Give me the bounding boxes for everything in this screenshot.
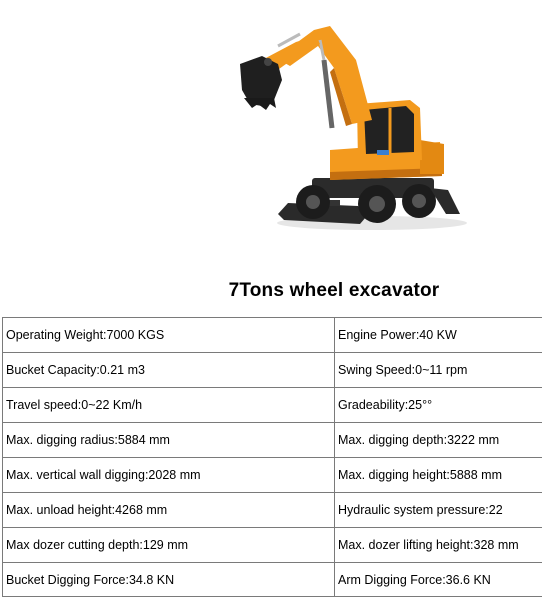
table-row bbox=[3, 458, 542, 493]
spec-table bbox=[2, 317, 542, 597]
spec-cell: Max dozer cutting depth:129 mm bbox=[3, 528, 335, 563]
spec-cell: Max. digging depth:3222 mm bbox=[335, 423, 542, 458]
spec-cell: Max. dozer lifting height:328 mm bbox=[335, 528, 542, 563]
spec-cell: Travel speed:0~22 Km/h bbox=[3, 388, 335, 423]
spec-cell: Engine Power:40 KW bbox=[335, 318, 542, 353]
spec-cell: Max. digging radius:5884 mm bbox=[3, 423, 335, 458]
table-row bbox=[3, 528, 542, 563]
spec-cell: Bucket Capacity:0.21 m3 bbox=[3, 353, 335, 388]
spec-cell: Operating Weight:7000 KGS bbox=[3, 318, 335, 353]
table-row bbox=[3, 388, 542, 423]
spec-cell: Bucket Digging Force:34.8 KN bbox=[3, 563, 335, 597]
product-title: 7Tons wheel excavator bbox=[228, 280, 440, 301]
spec-cell: Max. vertical wall digging:2028 mm bbox=[3, 458, 335, 493]
table-row bbox=[3, 318, 542, 353]
table-row bbox=[3, 353, 542, 388]
spec-cell: Swing Speed:0~11 rpm bbox=[335, 353, 542, 388]
table-row bbox=[3, 493, 542, 528]
spec-cell: Gradeability:25°° bbox=[335, 388, 542, 423]
table-row bbox=[3, 423, 542, 458]
table-row bbox=[3, 563, 542, 597]
excavator-illustration bbox=[0, 0, 542, 262]
product-photo bbox=[0, 0, 542, 262]
spec-cell: Arm Digging Force:36.6 KN bbox=[335, 563, 542, 597]
spec-cell: Max. unload height:4268 mm bbox=[3, 493, 335, 528]
spec-cell: Hydraulic system pressure:22 bbox=[335, 493, 542, 528]
spec-cell: Max. digging height:5888 mm bbox=[335, 458, 542, 493]
